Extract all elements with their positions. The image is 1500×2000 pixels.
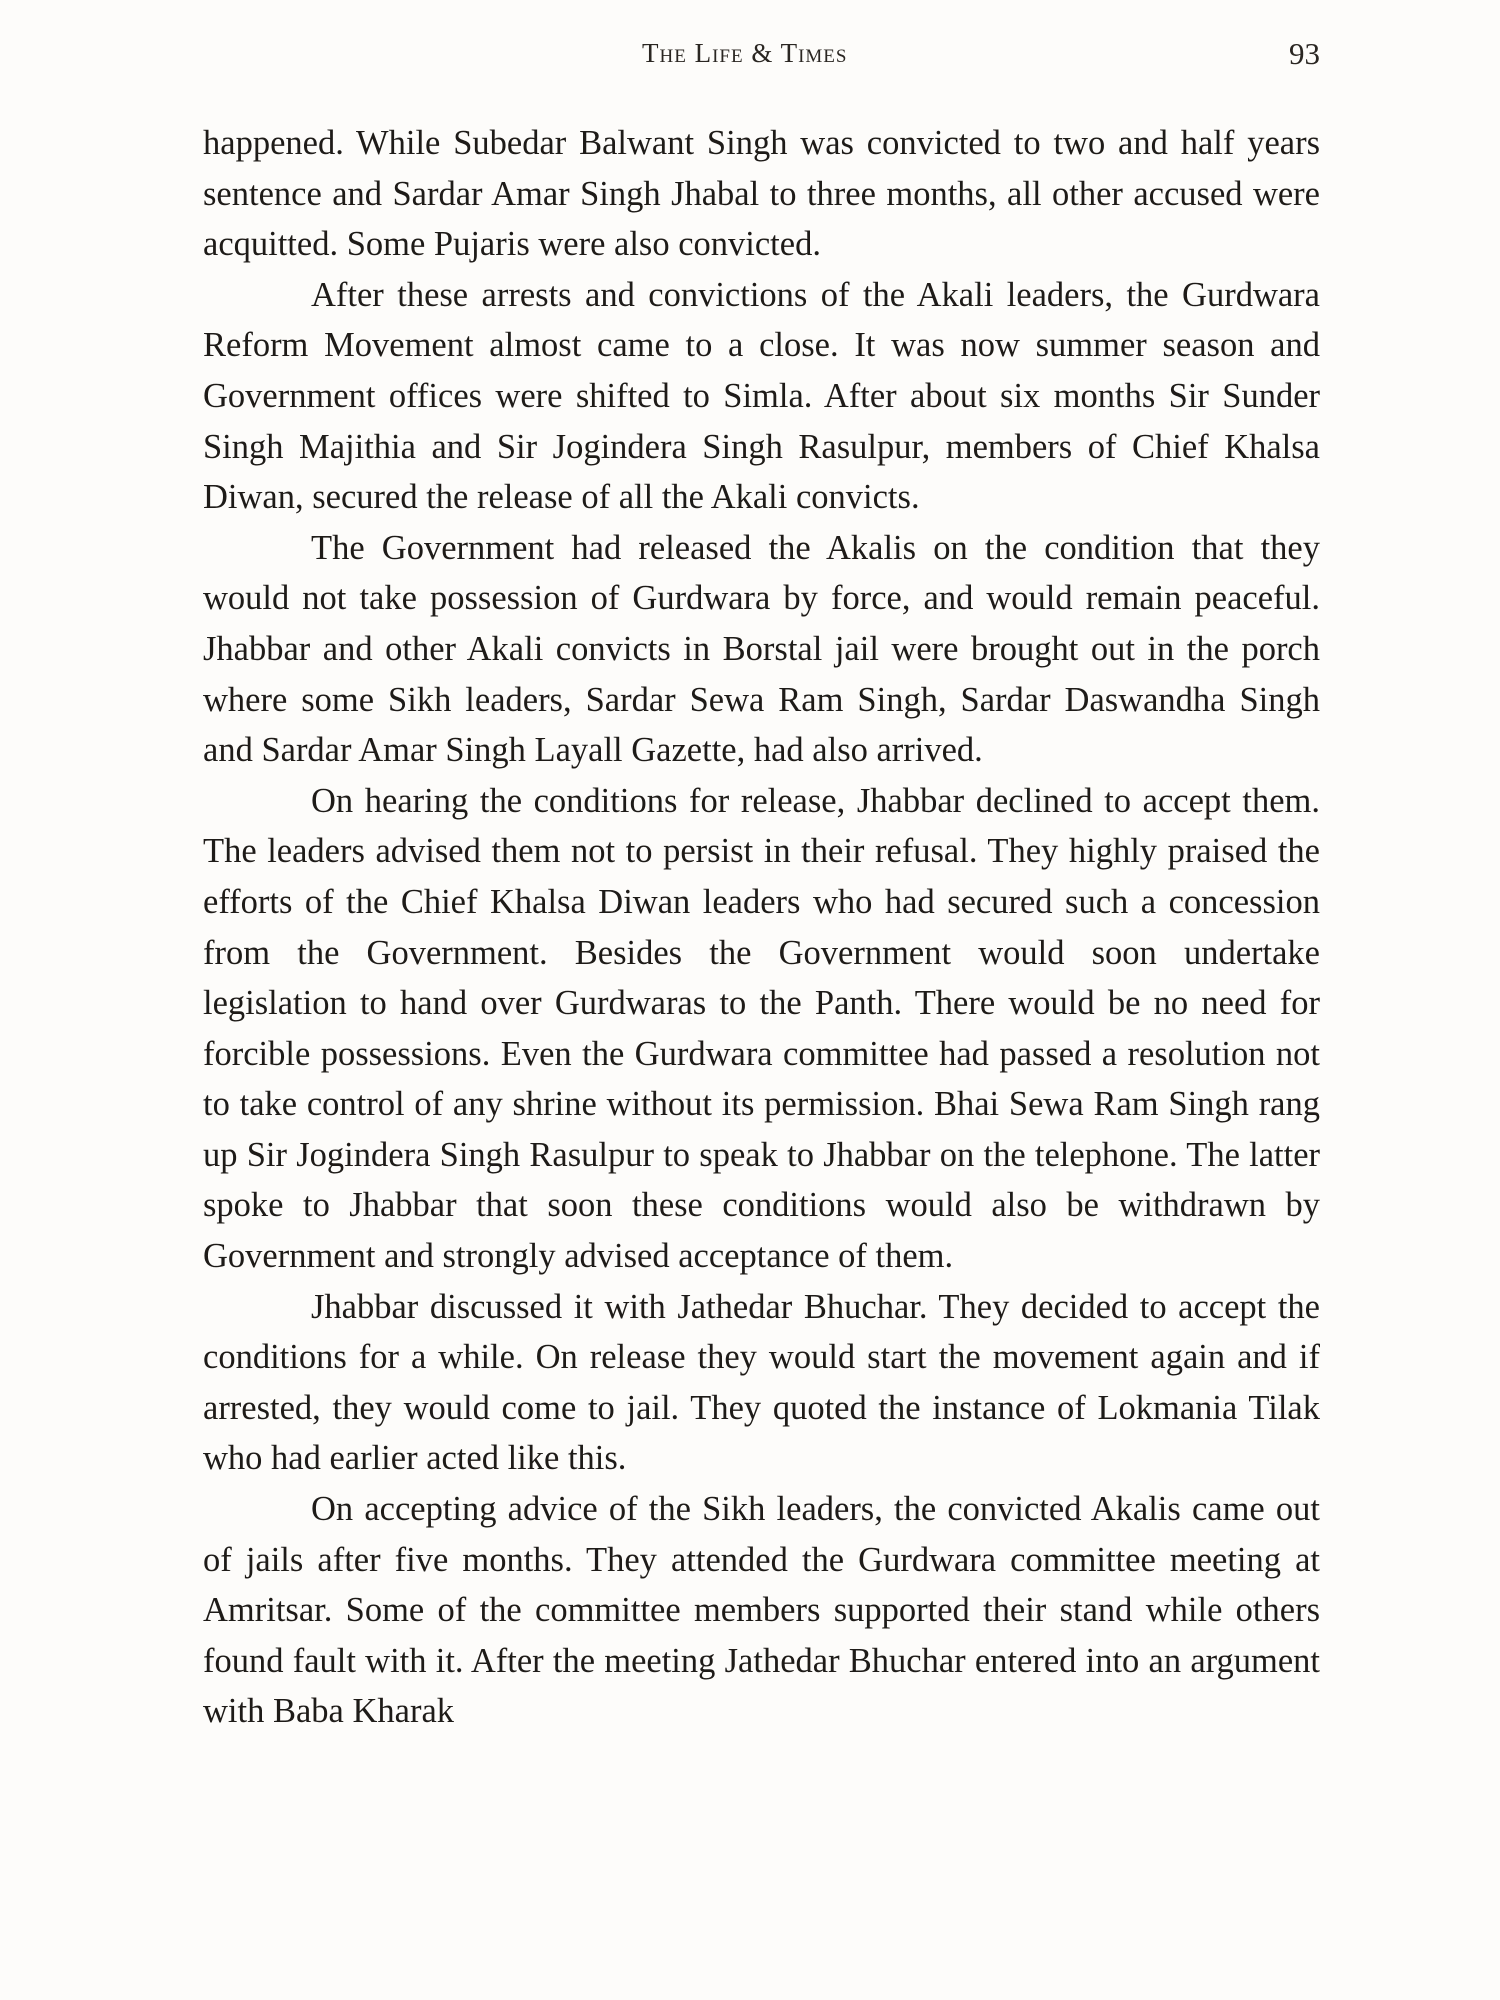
page-number: 93 xyxy=(1289,36,1320,71)
paragraph-6: On accepting advice of the Sikh leaders, the convicted Akalis came out of jails after five months. They attended the Gurdwara committee meeting at Amritsar. Some of the committee members supported their stand while others found fault with it. After the meeting Jathedar Bhuchar entered into an argument with Baba Kharak xyxy=(203,1490,1320,1731)
paragraph-1: happened. While Subedar Balwant Singh was convicted to two and half years sentence and Sardar Amar Singh Jhabal to three months, all other accused were acquitted. Some Pujaris were also convicted. xyxy=(203,124,1320,264)
running-head xyxy=(0,36,1500,76)
paragraph-2: After these arrests and convictions of the Akali leaders, the Gurdwara Reform Movement almost came to a close. It was now summer season and Government offices were shifted to Simla. After about six months Sir Sunder Singh Majithia and Sir Jogindera Singh Rasulpur, members of Chief Khalsa Diwan, secured the release of all the Akali convicts. xyxy=(203,275,1320,517)
paragraph-5: Jhabbar discussed it with Jathedar Bhuchar. They decided to accept the conditions for a while. On release they would start the movement again and if arrested, they would come to jail. They quoted the instance of Lokmania Tilak who had earlier acted like this. xyxy=(203,1287,1320,1478)
running-title: The Life & Times xyxy=(642,38,848,68)
body-text xyxy=(203,118,1320,1737)
paragraph-3: The Government had released the Akalis on the condition that they would not take possession of Gurdwara by force, and would remain peaceful. Jhabbar and other Akali convicts in Borstal jail were brought out in the porch where some Sikh leaders, Sardar Sewa Ram Singh, Sardar Daswandha Singh and Sardar Amar Singh Layall Gazette, had also arrived. xyxy=(203,528,1320,770)
paragraph-4: On hearing the conditions for release, Jhabbar declined to accept them. The leaders advised them not to persist in their refusal. They highly praised the efforts of the Chief Khalsa Diwan leaders who had secured such a concession from the Government. Besides the Government would soon undertake legislation to hand over Gurdwaras to the Panth. There would be no need for forcible possessions. Even the Gurdwara committee had passed a resolution not to take control of any shrine without its permission. Bhai Sewa Ram Singh rang up Sir Jogindera Singh Rasulpur to speak to Jhabbar on the telephone. The latter spoke to Jhabbar that soon these conditions would also be withdrawn by Government and strongly advised acceptance of them. xyxy=(203,781,1320,1276)
